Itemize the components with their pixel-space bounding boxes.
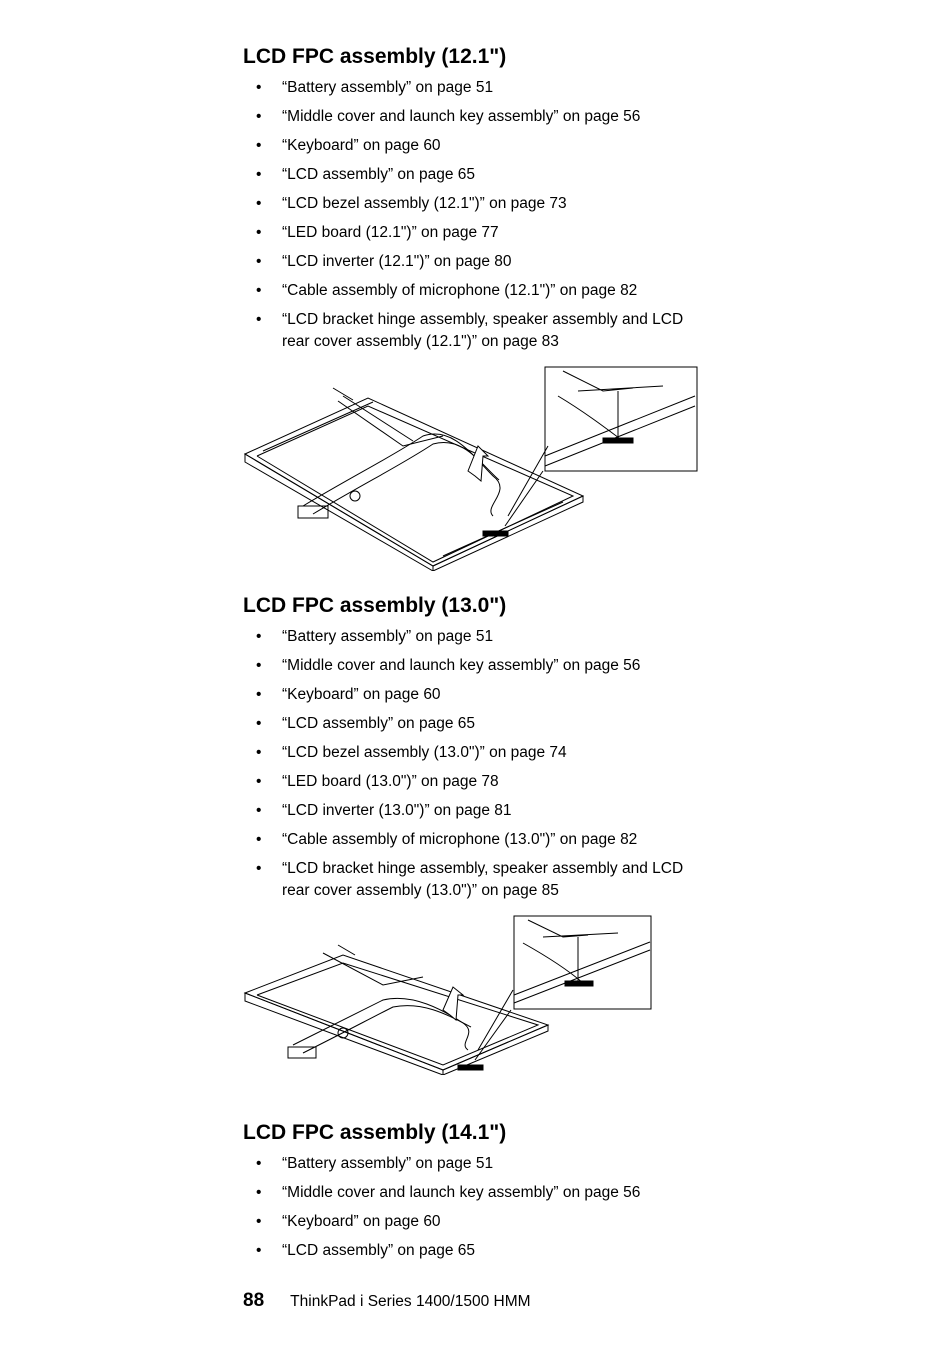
list-item: • “Cable assembly of microphone (13.0")” on page 82 bbox=[243, 829, 713, 851]
list-item: • “LCD bracket hinge assembly, speaker assembly and LCD rear cover assembly (12.1")” on page 83 bbox=[243, 309, 713, 353]
list-item: • “Battery assembly” on page 51 bbox=[243, 626, 713, 648]
list-item: • “Battery assembly” on page 51 bbox=[243, 77, 713, 99]
lcd-fpc-12-1-illustration bbox=[243, 366, 703, 571]
section-title: LCD FPC assembly (14.1") bbox=[243, 1121, 507, 1144]
list-item: • “LED board (12.1")” on page 77 bbox=[243, 222, 713, 244]
list-item: • “LCD inverter (12.1")” on page 80 bbox=[243, 251, 713, 273]
list-item: • “LCD bracket hinge assembly, speaker assembly and LCD rear cover assembly (13.0")” on page 85 bbox=[243, 858, 713, 902]
list-item: • “LCD bezel assembly (12.1")” on page 73 bbox=[243, 193, 713, 215]
section-lcd-fpc-12-1 bbox=[243, 44, 713, 353]
list-item: • “LCD assembly” on page 65 bbox=[243, 713, 713, 735]
list-item: • “Middle cover and launch key assembly” on page 56 bbox=[243, 655, 713, 677]
list-item: • “Middle cover and launch key assembly” on page 56 bbox=[243, 106, 713, 128]
list-item: • “LCD bezel assembly (13.0")” on page 74 bbox=[243, 742, 713, 764]
list-item: • “Keyboard” on page 60 bbox=[243, 684, 713, 706]
list-item: • “Battery assembly” on page 51 bbox=[243, 1153, 713, 1175]
list-item: • “LCD inverter (13.0")” on page 81 bbox=[243, 800, 713, 822]
list-item: • “Middle cover and launch key assembly” on page 56 bbox=[243, 1182, 713, 1204]
section-title: LCD FPC assembly (12.1") bbox=[243, 45, 507, 68]
reference-list bbox=[243, 1153, 713, 1262]
list-item: • “Keyboard” on page 60 bbox=[243, 135, 713, 157]
section-lcd-fpc-14-1 bbox=[243, 1120, 713, 1262]
list-item: • “LCD assembly” on page 65 bbox=[243, 1240, 713, 1262]
document-title: ThinkPad i Series 1400/1500 HMM bbox=[290, 1293, 531, 1310]
page-footer bbox=[243, 1290, 531, 1312]
page-number: 88 bbox=[243, 1290, 265, 1311]
list-item: • “LED board (13.0")” on page 78 bbox=[243, 771, 713, 793]
list-item: • “Keyboard” on page 60 bbox=[243, 1211, 713, 1233]
section-lcd-fpc-13-0 bbox=[243, 593, 713, 902]
lcd-fpc-13-0-illustration bbox=[243, 915, 658, 1075]
list-item: • “Cable assembly of microphone (12.1")” on page 82 bbox=[243, 280, 713, 302]
reference-list bbox=[243, 626, 713, 902]
reference-list bbox=[243, 77, 713, 353]
list-item: • “LCD assembly” on page 65 bbox=[243, 164, 713, 186]
section-title: LCD FPC assembly (13.0") bbox=[243, 594, 507, 617]
